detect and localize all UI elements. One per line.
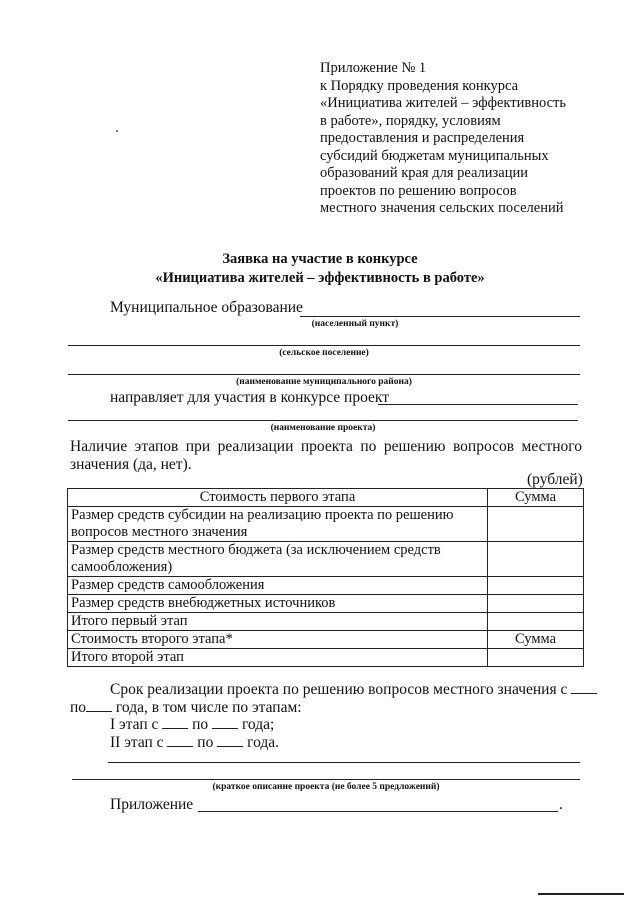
term-start-field[interactable] — [571, 681, 597, 694]
stage2-end-field[interactable] — [217, 734, 243, 747]
attachment-end: . — [559, 796, 563, 813]
table-row — [68, 649, 584, 667]
term-rest-label: года, в том числе по этапам: — [115, 699, 302, 716]
table-cell-label: Размер средств местного бюджета (за исключением средств самообложения) — [68, 542, 488, 577]
municipality-field[interactable] — [300, 316, 580, 317]
settlement-caption: (населенный пункт) — [311, 319, 399, 329]
rural-settlement-field[interactable] — [68, 345, 580, 346]
rural-settlement-caption: (сельское поселение) — [279, 348, 369, 358]
table-row — [68, 507, 584, 542]
project-name-field-1[interactable] — [378, 404, 578, 405]
table-row — [68, 542, 584, 577]
table-cell-value[interactable] — [488, 507, 584, 542]
budget-table — [67, 488, 584, 667]
table-cell-value: Сумма — [488, 631, 584, 649]
stage2-start-field[interactable] — [167, 734, 193, 747]
table-cell-value: Сумма — [488, 489, 584, 507]
table-cell-label: Размер средств субсидии на реализацию проекта по решению вопросов местного значения — [68, 507, 488, 542]
attachment-field[interactable] — [198, 811, 558, 812]
appendix-line: Приложение № 1 — [320, 60, 427, 76]
table-row — [68, 613, 584, 631]
municipality-label: Муниципальное образование — [110, 299, 303, 316]
stage2-mid: по — [197, 734, 214, 751]
appendix-line: к Порядку проведения конкурса — [320, 77, 519, 94]
project-name-caption: (наименование проекта) — [270, 423, 376, 433]
stage1-line — [110, 716, 274, 734]
table-cell-label: Итого второй этап — [68, 649, 488, 667]
table-cell-label: Итого первый этап — [68, 613, 488, 631]
table-cell-value[interactable] — [488, 613, 584, 631]
description-field-2[interactable] — [72, 779, 580, 780]
stage1-suffix: года; — [241, 716, 275, 733]
table-cell-label: Стоимость первого этапа — [68, 489, 488, 507]
appendix-line: в работе», порядку, условиям — [320, 112, 501, 129]
table-cell-value[interactable] — [488, 595, 584, 613]
table-row — [68, 631, 584, 649]
stage1-prefix: I этап с — [110, 716, 159, 733]
sends-label: направляет для участия в конкурсе проект — [110, 389, 389, 406]
stages-text-line2: значения (да, нет). — [70, 456, 192, 473]
description-field-1[interactable] — [108, 762, 580, 763]
appendix-line: «Инициатива жителей – эффективность — [320, 95, 566, 111]
appendix-line: образований края для реализации — [320, 165, 528, 181]
district-caption: (наименование муниципального района) — [236, 377, 412, 387]
appendix-block — [320, 60, 620, 218]
stage1-mid: по — [192, 716, 209, 733]
stage1-end-field[interactable] — [212, 716, 238, 729]
term-po-label: по — [70, 699, 87, 716]
document-subtitle: «Инициатива жителей – эффективность в работе» — [155, 270, 485, 286]
table-cell-value[interactable] — [488, 542, 584, 577]
table-cell-value[interactable] — [488, 577, 584, 595]
stage2-line — [110, 734, 279, 752]
term-text-line2 — [70, 699, 302, 717]
stage2-suffix: года. — [247, 734, 280, 751]
currency-note: (рублей) — [527, 471, 583, 488]
table-cell-value[interactable] — [488, 649, 584, 667]
table-cell-label: Размер средств самообложения — [68, 577, 488, 595]
table-row — [68, 595, 584, 613]
district-field[interactable] — [68, 374, 580, 375]
attachment-label: Приложение — [110, 796, 194, 813]
table-cell-label: Размер средств внебюджетных источников — [68, 595, 488, 613]
appendix-line: проектов по решению вопросов — [320, 182, 517, 199]
stages-text-line1: Наличие этапов при реализации проекта по решению вопросов местного — [70, 438, 582, 455]
term-text-line1 — [110, 681, 597, 699]
term-end-field[interactable] — [86, 699, 112, 712]
document-title: Заявка на участие в конкурсе — [222, 251, 418, 267]
description-caption: (краткое описание проекта (не более 5 предложений) — [212, 782, 440, 792]
appendix-line: предоставления и распределения — [320, 130, 525, 146]
table-header-row — [68, 489, 584, 507]
stage2-prefix: II этап с — [110, 734, 164, 751]
project-name-field-2[interactable] — [68, 420, 578, 421]
appendix-line: местного значения сельских поселений — [320, 200, 564, 216]
scan-dot — [116, 130, 118, 132]
appendix-line: субсидий бюджетам муниципальных — [320, 147, 549, 164]
term-label: Срок реализации проекта по решению вопросов местного значения с — [110, 681, 568, 698]
stage1-start-field[interactable] — [162, 716, 188, 729]
table-row — [68, 577, 584, 595]
table-cell-label: Стоимость второго этапа* — [68, 631, 488, 649]
scan-edge-mark — [538, 893, 624, 895]
